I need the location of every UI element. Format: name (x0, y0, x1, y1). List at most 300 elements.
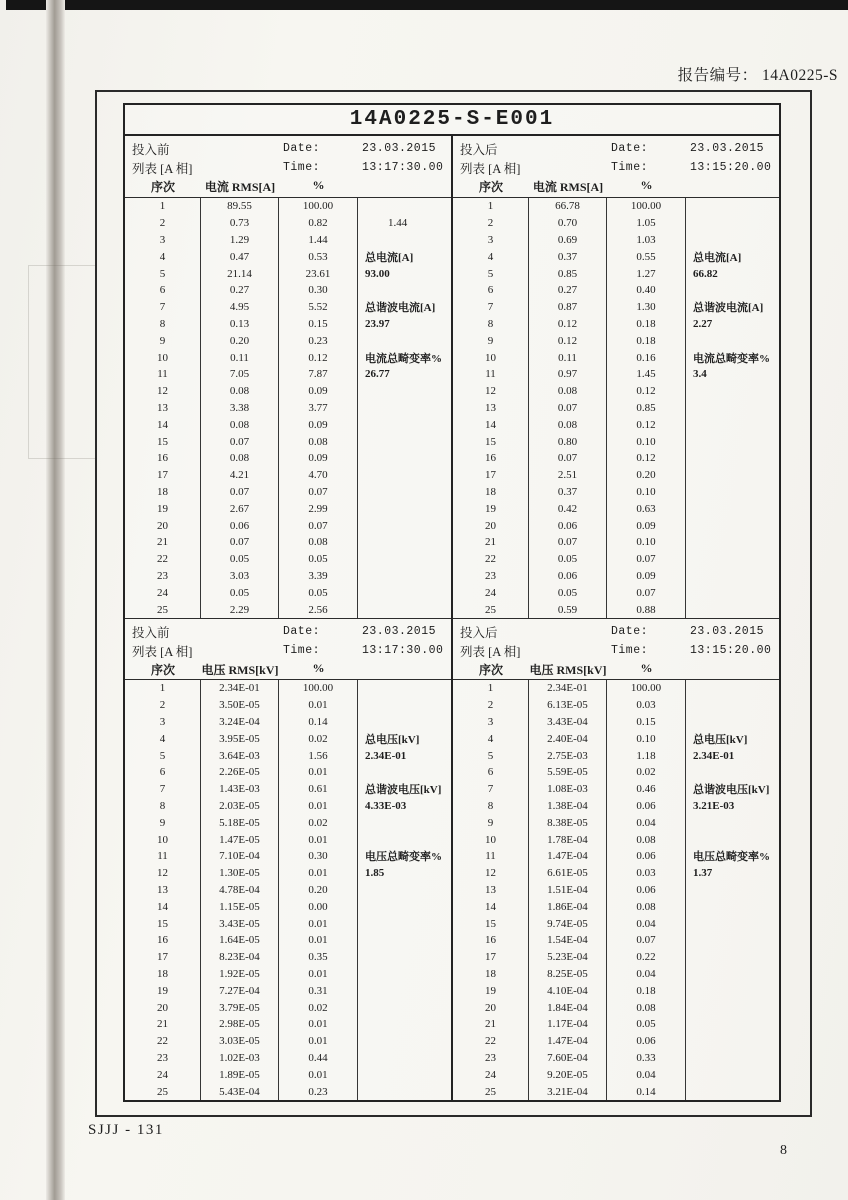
annotation-cell: 总谐波电流[A] (693, 302, 764, 315)
list-label: 列表 [A 相] (460, 162, 521, 176)
pct-cell: 0.01 (279, 764, 358, 781)
pct-cell: 0.01 (279, 915, 358, 932)
seq-cell: 25 (125, 601, 201, 618)
pct-cell: 100.00 (607, 198, 686, 215)
seq-cell: 21 (125, 534, 201, 551)
rms-cell: 3.43E-04 (529, 714, 607, 731)
time-value: 13:17:30.00 (362, 644, 444, 657)
seq-cell: 11 (125, 366, 201, 383)
seq-cell: 2 (453, 697, 529, 714)
seq-cell: 23 (453, 1050, 529, 1067)
seq-cell: 2 (125, 697, 201, 714)
annotation-cell (686, 534, 779, 551)
seq-cell: 4 (453, 730, 529, 747)
seq-cell: 1 (453, 680, 529, 697)
rms-cell: 6.61E-05 (529, 865, 607, 882)
annotation-cell (358, 198, 451, 215)
rms-cell: 4.10E-04 (529, 982, 607, 999)
seq-cell: 22 (453, 1033, 529, 1050)
annotation-cell (358, 814, 451, 831)
seq-cell: 16 (125, 932, 201, 949)
seq-cell: 6 (125, 282, 201, 299)
pct-cell: 0.07 (607, 584, 686, 601)
seq-cell: 7 (453, 299, 529, 316)
rms-cell: 1.64E-05 (201, 932, 279, 949)
annotation-cell (686, 764, 779, 781)
rms-cell: 2.98E-05 (201, 1016, 279, 1033)
seq-cell: 23 (125, 568, 201, 585)
col-header-rms: 电压 RMS[kV] (529, 663, 607, 677)
report-number-value: 14A0225-S (762, 67, 838, 84)
time-label: Time: (283, 644, 321, 657)
annotation-cell: 2.34E-01 (365, 749, 407, 762)
pct-cell: 2.56 (279, 601, 358, 618)
pct-cell: 0.03 (607, 865, 686, 882)
annotation-cell (358, 467, 451, 484)
pct-cell: 0.09 (607, 568, 686, 585)
rms-cell: 4.78E-04 (201, 882, 279, 899)
pct-cell: 0.82 (279, 215, 358, 232)
annotation-cell (358, 697, 451, 714)
annotation-cell: 93.00 (365, 267, 390, 280)
seq-cell: 20 (125, 517, 201, 534)
annotation-cell (686, 680, 779, 697)
pct-cell: 0.12 (279, 349, 358, 366)
seq-cell: 22 (125, 551, 201, 568)
annotation-cell (358, 500, 451, 517)
seq-cell: 14 (125, 898, 201, 915)
rms-cell: 2.67 (201, 500, 279, 517)
seq-cell: 12 (125, 383, 201, 400)
pct-cell: 100.00 (279, 198, 358, 215)
seq-cell: 3 (453, 714, 529, 731)
annotation-cell: 总电压[kV] (365, 733, 420, 746)
rms-cell: 1.29 (201, 232, 279, 249)
annotation-cell: 1.85 (365, 867, 385, 880)
data-grid-voltage-after (453, 680, 779, 1100)
pct-cell: 0.12 (607, 416, 686, 433)
pct-cell: 0.06 (607, 798, 686, 815)
rms-cell: 8.25E-05 (529, 966, 607, 983)
annotation-cell (358, 1050, 451, 1067)
annotation-cell (686, 568, 779, 585)
annotation-cell (358, 680, 451, 697)
rms-cell: 0.59 (529, 601, 607, 618)
rms-cell: 1.51E-04 (529, 882, 607, 899)
rms-cell: 0.06 (529, 568, 607, 585)
pct-cell: 0.02 (279, 730, 358, 747)
rms-cell: 0.12 (529, 332, 607, 349)
rms-cell: 0.70 (529, 215, 607, 232)
seq-cell: 19 (125, 500, 201, 517)
pct-cell: 3.39 (279, 568, 358, 585)
pct-cell: 0.01 (279, 831, 358, 848)
rms-cell: 0.20 (201, 332, 279, 349)
pct-cell: 0.05 (607, 1016, 686, 1033)
rms-cell: 9.20E-05 (529, 1066, 607, 1083)
seq-cell: 10 (125, 831, 201, 848)
rms-cell: 3.24E-04 (201, 714, 279, 731)
pct-cell: 0.22 (607, 949, 686, 966)
seq-cell: 14 (453, 416, 529, 433)
pct-cell: 0.14 (279, 714, 358, 731)
pct-cell: 0.02 (607, 764, 686, 781)
book-spine-shadow (46, 0, 65, 1200)
annotation-cell (686, 467, 779, 484)
phase-label: 投入后 (460, 143, 498, 157)
pct-cell: 0.20 (607, 467, 686, 484)
pct-cell: 0.23 (279, 1083, 358, 1100)
pct-cell: 0.07 (607, 932, 686, 949)
rms-cell: 1.30E-05 (201, 865, 279, 882)
annotation-cell (358, 882, 451, 899)
header-voltage-before (125, 618, 451, 680)
rms-cell: 3.43E-05 (201, 915, 279, 932)
seq-cell: 25 (125, 1083, 201, 1100)
report-number-line (678, 63, 838, 85)
annotation-cell: 总谐波电压[kV] (365, 784, 442, 797)
time-value: 13:15:20.00 (690, 644, 772, 657)
pct-cell: 0.07 (279, 517, 358, 534)
pct-cell: 0.53 (279, 248, 358, 265)
annotation-cell (358, 332, 451, 349)
seq-cell: 7 (453, 781, 529, 798)
rms-cell: 2.34E-01 (201, 680, 279, 697)
annotation-cell: 3.21E-03 (693, 799, 735, 812)
seq-cell: 18 (453, 966, 529, 983)
seq-cell: 5 (125, 747, 201, 764)
rms-cell: 0.05 (529, 584, 607, 601)
pct-cell: 2.99 (279, 500, 358, 517)
annotation-cell (686, 517, 779, 534)
annotation-cell: 电压总畸变率% (365, 851, 442, 864)
rms-cell: 2.26E-05 (201, 764, 279, 781)
pct-cell: 0.09 (279, 416, 358, 433)
seq-cell: 19 (453, 982, 529, 999)
rms-cell: 1.78E-04 (529, 831, 607, 848)
table-title: 14A0225-S-E001 (125, 105, 779, 136)
rms-cell: 7.27E-04 (201, 982, 279, 999)
annotation-cell: 66.82 (693, 267, 718, 280)
annotation-cell (358, 517, 451, 534)
scan-artifact-top-strip (6, 0, 848, 10)
rms-cell: 1.47E-05 (201, 831, 279, 848)
rms-cell: 66.78 (529, 198, 607, 215)
rms-cell: 89.55 (201, 198, 279, 215)
annotation-cell (358, 1083, 451, 1100)
report-number-label: 报告编号： (677, 67, 758, 84)
annotation-cell (686, 282, 779, 299)
date-value: 23.03.2015 (690, 625, 765, 638)
annotation-cell (686, 484, 779, 501)
seq-cell: 22 (125, 1033, 201, 1050)
annotation-cell (686, 982, 779, 999)
seq-cell: 18 (453, 484, 529, 501)
annotation-cell (358, 982, 451, 999)
seq-cell: 23 (453, 568, 529, 585)
seq-cell: 13 (125, 400, 201, 417)
annotation-cell: 2.27 (693, 317, 713, 330)
seq-cell: 16 (453, 932, 529, 949)
pct-cell: 7.87 (279, 366, 358, 383)
pct-cell: 0.18 (607, 982, 686, 999)
rms-cell: 0.73 (201, 215, 279, 232)
seq-cell: 24 (125, 584, 201, 601)
date-label: Date: (611, 625, 649, 638)
rms-cell: 3.95E-05 (201, 730, 279, 747)
rms-cell: 1.84E-04 (529, 999, 607, 1016)
pct-cell: 0.01 (279, 865, 358, 882)
seq-cell: 20 (125, 999, 201, 1016)
measurement-table (123, 103, 781, 1102)
rms-cell: 1.92E-05 (201, 966, 279, 983)
seq-cell: 2 (453, 215, 529, 232)
seq-cell: 3 (125, 232, 201, 249)
pct-cell: 0.44 (279, 1050, 358, 1067)
annotation-cell (358, 584, 451, 601)
annotation-cell: 总电流[A] (693, 251, 742, 264)
annotation-cell (358, 383, 451, 400)
annotation-cell (358, 714, 451, 731)
rms-cell: 0.08 (529, 416, 607, 433)
pct-cell: 0.14 (607, 1083, 686, 1100)
pct-cell: 0.02 (279, 999, 358, 1016)
annotation-cell (686, 1066, 779, 1083)
pct-cell: 0.01 (279, 966, 358, 983)
seq-cell: 10 (453, 349, 529, 366)
rms-cell: 0.05 (201, 584, 279, 601)
pct-cell: 23.61 (279, 265, 358, 282)
seq-cell: 6 (453, 764, 529, 781)
pct-cell: 1.56 (279, 747, 358, 764)
seq-cell: 17 (125, 949, 201, 966)
rms-cell: 0.05 (201, 551, 279, 568)
pct-cell: 3.77 (279, 400, 358, 417)
seq-cell: 22 (453, 551, 529, 568)
annotation-cell (686, 949, 779, 966)
rms-cell: 21.14 (201, 265, 279, 282)
annotation-cell (358, 416, 451, 433)
annotation-cell (686, 215, 779, 232)
seq-cell: 21 (125, 1016, 201, 1033)
pct-cell: 0.08 (279, 433, 358, 450)
rms-cell: 0.27 (201, 282, 279, 299)
pct-cell: 5.52 (279, 299, 358, 316)
rms-cell: 0.27 (529, 282, 607, 299)
pct-cell: 100.00 (279, 680, 358, 697)
rms-cell: 1.89E-05 (201, 1066, 279, 1083)
seq-cell: 9 (125, 332, 201, 349)
annotation-cell: 1.44 (388, 217, 408, 230)
page-number: 8 (780, 1143, 787, 1158)
pct-cell: 1.44 (279, 232, 358, 249)
col-header-seq: 序次 (478, 663, 503, 677)
rms-cell: 5.23E-04 (529, 949, 607, 966)
annotation-cell (686, 416, 779, 433)
pct-cell: 0.16 (607, 349, 686, 366)
pct-cell: 0.01 (279, 1016, 358, 1033)
seq-cell: 6 (125, 764, 201, 781)
seq-cell: 24 (453, 584, 529, 601)
rms-cell: 3.03E-05 (201, 1033, 279, 1050)
rms-cell: 1.54E-04 (529, 932, 607, 949)
annotation-cell (686, 400, 779, 417)
pct-cell: 0.10 (607, 730, 686, 747)
pct-cell: 0.01 (279, 932, 358, 949)
seq-cell: 14 (453, 898, 529, 915)
table-body (125, 136, 779, 1100)
annotation-cell (358, 433, 451, 450)
pct-cell: 0.15 (607, 714, 686, 731)
date-value: 23.03.2015 (690, 142, 765, 155)
rms-cell: 0.08 (201, 383, 279, 400)
seq-cell: 16 (125, 450, 201, 467)
rms-cell: 1.47E-04 (529, 1033, 607, 1050)
annotation-cell (686, 831, 779, 848)
seq-cell: 25 (453, 1083, 529, 1100)
pct-cell: 0.01 (279, 1066, 358, 1083)
seq-cell: 6 (453, 282, 529, 299)
rms-cell: 4.21 (201, 467, 279, 484)
data-grid-voltage-before (125, 680, 451, 1100)
seq-cell: 3 (125, 714, 201, 731)
seq-cell: 1 (453, 198, 529, 215)
seq-cell: 12 (453, 865, 529, 882)
date-label: Date: (283, 625, 321, 638)
seq-cell: 21 (453, 1016, 529, 1033)
pct-cell: 1.30 (607, 299, 686, 316)
seq-cell: 1 (125, 198, 201, 215)
rms-cell: 0.11 (529, 349, 607, 366)
rms-cell: 0.47 (201, 248, 279, 265)
pct-cell: 1.45 (607, 366, 686, 383)
rms-cell: 4.95 (201, 299, 279, 316)
annotation-cell (358, 601, 451, 618)
pct-cell: 0.12 (607, 383, 686, 400)
rms-cell: 0.80 (529, 433, 607, 450)
rms-cell: 7.60E-04 (529, 1050, 607, 1067)
annotation-cell (686, 1083, 779, 1100)
rms-cell: 2.03E-05 (201, 798, 279, 815)
annotation-cell (686, 932, 779, 949)
annotation-cell: 23.97 (365, 317, 390, 330)
annotation-cell (358, 949, 451, 966)
seq-cell: 4 (125, 248, 201, 265)
seq-cell: 18 (125, 966, 201, 983)
pct-cell: 1.18 (607, 747, 686, 764)
annotation-cell (358, 282, 451, 299)
seq-cell: 18 (125, 484, 201, 501)
annotation-cell (358, 831, 451, 848)
rms-cell: 0.37 (529, 484, 607, 501)
pct-cell: 0.30 (279, 848, 358, 865)
seq-cell: 7 (125, 299, 201, 316)
seq-cell: 25 (453, 601, 529, 618)
rms-cell: 0.07 (201, 534, 279, 551)
pct-cell: 0.31 (279, 982, 358, 999)
seq-cell: 5 (125, 265, 201, 282)
rms-cell: 5.18E-05 (201, 814, 279, 831)
annotation-cell (358, 915, 451, 932)
annotation-cell (358, 484, 451, 501)
pct-cell: 0.10 (607, 433, 686, 450)
phase-label: 投入前 (132, 626, 170, 640)
seq-cell: 12 (125, 865, 201, 882)
pct-cell: 0.05 (279, 551, 358, 568)
annotation-cell (686, 999, 779, 1016)
rms-cell: 2.29 (201, 601, 279, 618)
pct-cell: 0.00 (279, 898, 358, 915)
seq-cell: 13 (125, 882, 201, 899)
col-header-pct: % (640, 178, 653, 192)
rms-cell: 3.03 (201, 568, 279, 585)
pct-cell: 0.10 (607, 534, 686, 551)
seq-cell: 3 (453, 232, 529, 249)
pct-cell: 0.01 (279, 1033, 358, 1050)
rms-cell: 0.87 (529, 299, 607, 316)
annotation-cell: 总电流[A] (365, 251, 414, 264)
data-grid-current-before (125, 198, 451, 618)
pct-cell: 0.03 (607, 697, 686, 714)
annotation-cell (686, 383, 779, 400)
col-header-seq: 序次 (478, 180, 503, 194)
pct-cell: 0.33 (607, 1050, 686, 1067)
annotation-cell: 总谐波电流[A] (365, 302, 436, 315)
annotation-cell: 总电压[kV] (693, 733, 748, 746)
pct-cell: 4.70 (279, 467, 358, 484)
annotation-cell (358, 898, 451, 915)
rms-cell: 1.02E-03 (201, 1050, 279, 1067)
seq-cell: 9 (453, 814, 529, 831)
rms-cell: 0.06 (201, 517, 279, 534)
right-column (451, 136, 779, 1100)
rms-cell: 0.07 (529, 450, 607, 467)
pct-cell: 100.00 (607, 680, 686, 697)
time-value: 13:15:20.00 (690, 161, 772, 174)
seq-cell: 10 (125, 349, 201, 366)
pct-cell: 0.30 (279, 282, 358, 299)
col-header-pct: % (312, 178, 325, 192)
rms-cell: 5.43E-04 (201, 1083, 279, 1100)
annotation-cell (686, 500, 779, 517)
header-current-before (125, 136, 451, 198)
annotation-cell (686, 714, 779, 731)
pct-cell: 0.55 (607, 248, 686, 265)
seq-cell: 12 (453, 383, 529, 400)
pct-cell: 0.04 (607, 915, 686, 932)
data-grid-current-after (453, 198, 779, 618)
annotation-cell: 4.33E-03 (365, 799, 407, 812)
rms-cell: 0.37 (529, 248, 607, 265)
annotation-cell (686, 697, 779, 714)
form-code: SJJJ - 131 (88, 1122, 164, 1138)
annotation-cell (686, 332, 779, 349)
pct-cell: 0.09 (279, 450, 358, 467)
rms-cell: 6.13E-05 (529, 697, 607, 714)
seq-cell: 15 (453, 915, 529, 932)
seq-cell: 17 (453, 949, 529, 966)
rms-cell: 8.38E-05 (529, 814, 607, 831)
rms-cell: 1.08E-03 (529, 781, 607, 798)
seq-cell: 16 (453, 450, 529, 467)
rms-cell: 0.12 (529, 316, 607, 333)
seq-cell: 11 (453, 848, 529, 865)
annotation-cell: 总谐波电压[kV] (693, 784, 770, 797)
pct-cell: 1.05 (607, 215, 686, 232)
pct-cell: 0.88 (607, 601, 686, 618)
seq-cell: 4 (453, 248, 529, 265)
rms-cell: 2.34E-01 (529, 680, 607, 697)
